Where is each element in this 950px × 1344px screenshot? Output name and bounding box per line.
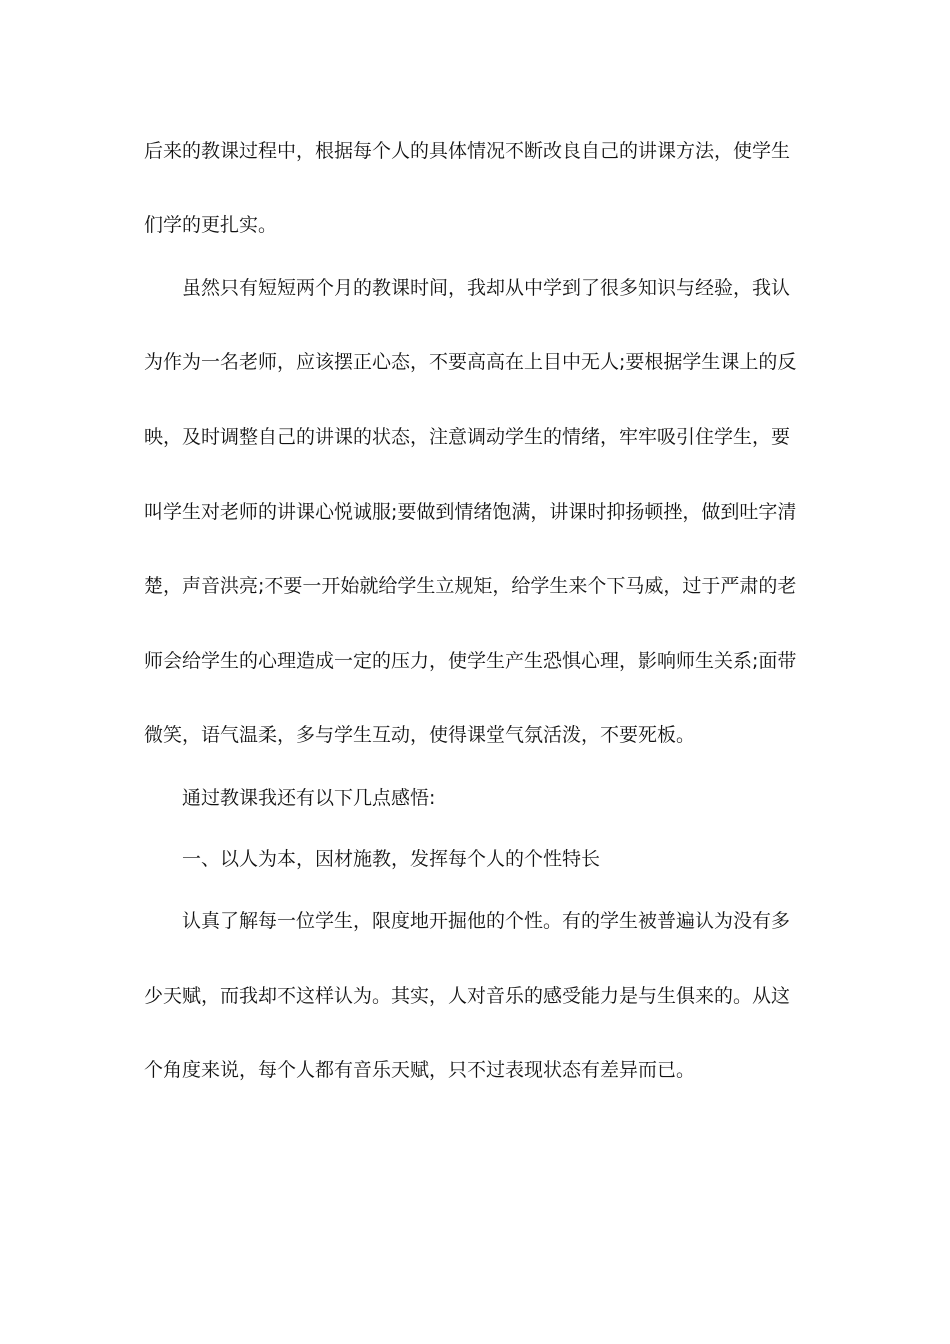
- text-line: 们学的更扎实。: [144, 214, 278, 236]
- text-line: 映，及时调整自己的讲课的状态，注意调动学生的情绪，牢牢吸引住学生，要: [144, 426, 791, 448]
- paragraph-start-line: 虽然只有短短两个月的教课时间，我却从中学到了很多知识与经验，我认: [182, 277, 791, 299]
- paragraph-start-line: 认真了解每一位学生，限度地开掘他的个性。有的学生被普遍认为没有多: [182, 910, 791, 932]
- text-line: 叫学生对老师的讲课心悦诚服;要做到情绪饱满，讲课时抑扬顿挫，做到吐字清: [144, 501, 797, 523]
- text-line: 为作为一名老师，应该摆正心态，不要高高在上目中无人;要根据学生课上的反: [144, 351, 797, 373]
- text-line: 师会给学生的心理造成一定的压力，使学生产生恐惧心理，影响师生关系;面带: [144, 650, 797, 672]
- text-line: 楚，声音洪亮;不要一开始就给学生立规矩，给学生来个下马威，过于严肃的老: [144, 575, 797, 597]
- section-heading: 一、以人为本，因材施教，发挥每个人的个性特长: [182, 848, 601, 870]
- paragraph-start-line: 通过教课我还有以下几点感悟:: [182, 787, 436, 809]
- text-line: 后来的教课过程中，根据每个人的具体情况不断改良自己的讲课方法，使学生: [144, 140, 791, 162]
- text-line: 微笑，语气温柔，多与学生互动，使得课堂气氛活泼，不要死板。: [144, 724, 696, 746]
- text-line: 少天赋，而我却不这样认为。其实，人对音乐的感受能力是与生俱来的。从这: [144, 985, 791, 1007]
- text-line: 个角度来说，每个人都有音乐天赋，只不过表现状态有差异而已。: [144, 1059, 696, 1081]
